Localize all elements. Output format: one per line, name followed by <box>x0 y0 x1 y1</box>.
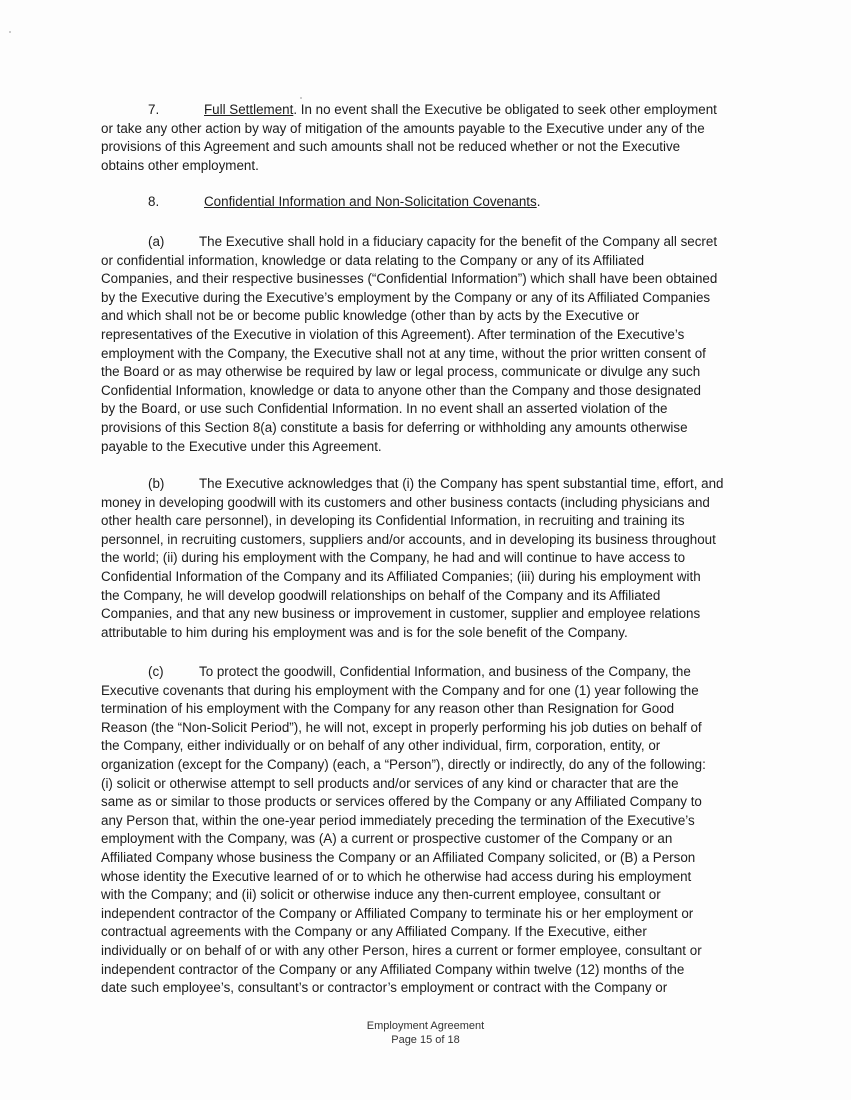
paragraph-text: To protect the goodwill, Confidential Information, and business of the Company, the <box>199 664 691 679</box>
paragraph-first-line <box>101 475 751 494</box>
text-line: Companies, and their respective businesses (“Confidential Information”) which shall have been obtained <box>101 271 718 287</box>
section-number: 8. <box>148 194 160 209</box>
text-line: personnel, in recruiting customers, suppliers and/or accounts, and in developing its business throughout <box>101 531 716 547</box>
section-8 <box>101 193 751 212</box>
text-line: the Company, he will develop goodwill relationships on behalf of the Company and its Affiliated <box>101 587 661 603</box>
text-line: attributable to him during his employment was and is for the sole benefit of the Company. <box>101 624 628 640</box>
paragraph-b <box>101 475 751 642</box>
text-line: Affiliated Company whose business the Company or an Affiliated Company solicited, or (B) a Person <box>101 849 696 865</box>
text-line: the world; (ii) during his employment with the Company, he had and will continue to have access to <box>101 550 686 566</box>
section-heading: Confidential Information and Non-Solicitation Covenants <box>204 194 537 209</box>
text-line: the Board or as may otherwise be required by law or legal process, communicate or divulge any such <box>101 364 701 380</box>
text-line: (i) solicit or otherwise attempt to sell products and/or services of any kind or character that are the <box>101 775 679 791</box>
text-line: provisions of this Section 8(a) constitute a basis for deferring or withholding any amounts otherwise <box>101 419 688 435</box>
text-line: payable to the Executive under this Agreement. <box>101 438 382 454</box>
text-line: independent contractor of the Company or any Affiliated Company within twelve (12) months of the <box>101 961 685 977</box>
paragraph-text: The Executive shall hold in a fiduciary capacity for the benefit of the Company all secret <box>199 234 718 249</box>
text-line: Reason (the “Non-Solicit Period”), he will not, except in properly performing his job duties on behalf of <box>101 719 702 735</box>
text-line: money in developing goodwill with its customers and other business contacts (including physicians and <box>101 494 710 510</box>
section-8-heading-line <box>101 193 751 212</box>
text-line: whose identity the Executive learned of or to which he otherwise had access during his employment <box>101 868 692 884</box>
text-line: Companies, and that any new business or improvement in customer, supplier and employee relations <box>101 606 701 622</box>
section-7 <box>101 101 751 175</box>
section-number: 7. <box>148 102 160 117</box>
page-number: Page 15 of 18 <box>391 1034 460 1046</box>
text-line: by the Board, or use such Confidential Information. In no event shall an asserted violation of the <box>101 401 668 417</box>
text-line: same as or similar to those products or services offered by the Company or any Affiliated Company to <box>101 794 702 810</box>
scan-speck <box>300 97 302 99</box>
paragraph-label: (a) <box>148 234 165 249</box>
text-line: Confidential Information of the Company and its Affiliated Companies; (iii) during his employment with <box>101 568 701 584</box>
page-footer <box>0 1019 851 1047</box>
text-line: with the Company; and (ii) solicit or otherwise induce any then-current employee, consultant or <box>101 887 661 903</box>
section-7-first-line <box>101 101 751 120</box>
paragraph-c <box>101 663 751 998</box>
text-line: individually or on behalf of or with any other Person, hires a current or former employee, consultant or <box>101 942 702 958</box>
scan-speck <box>9 31 11 33</box>
footer-title: Employment Agreement <box>366 1020 485 1032</box>
text-line: Confidential Information, knowledge or data to anyone other than the Company and those designated <box>101 382 702 398</box>
text-line: contractual agreements with the Company or any Affiliated Company. If the Executive, either <box>101 924 647 940</box>
text-line: and which shall not be or become public knowledge (other than by acts by the Executive or <box>101 308 640 324</box>
text-line: employment with the Company, the Executive shall not at any time, without the prior written consent of <box>101 345 706 361</box>
text-line: or confidential information, knowledge or data relating to the Company or any of its Affiliated <box>101 252 645 268</box>
paragraph-first-line <box>101 663 751 682</box>
paragraph-text: The Executive acknowledges that (i) the Company has spent substantial time, effort, and <box>199 476 724 491</box>
section-heading: Full Settlement <box>204 102 294 117</box>
text-line: employment with the Company, was (A) a current or prospective customer of the Company or an <box>101 831 673 847</box>
text-line: organization (except for the Company) (each, a “Person”), directly or indirectly, do any of the following: <box>101 756 706 772</box>
text-line: other health care personnel), in developing its Confidential Information, in recruiting and training its <box>101 513 685 529</box>
text-line: by the Executive during the Executive’s employment by the Company or any of its Affiliated Companies <box>101 289 711 305</box>
paragraph-label: (c) <box>148 664 164 679</box>
text-line: provisions of this Agreement and such amounts shall not be reduced whether or not the Executive <box>101 139 681 155</box>
paragraph-label: (b) <box>148 476 165 491</box>
text-line: or take any other action by way of mitigation of the amounts payable to the Executive under any of the <box>101 120 705 136</box>
text-line: representatives of the Executive in violation of this Agreement). After termination of the Executive’s <box>101 326 685 342</box>
heading-period: . <box>536 194 541 209</box>
text-line: termination of his employment with the Company for any reason other than Resignation for Good <box>101 701 675 717</box>
text-line: Executive covenants that during his employment with the Company and for one (1) year following the <box>101 682 699 698</box>
text-line: date such employee’s, consultant’s or contractor’s employment or contract with the Company or <box>101 980 668 996</box>
paragraph-a <box>101 233 751 456</box>
text-line: the Company, either individually or on behalf of any other individual, firm, corporation, entity, or <box>101 738 661 754</box>
text-line: obtains other employment. <box>101 157 259 173</box>
text-line: any Person that, within the one-year period immediately preceding the termination of the Executive’s <box>101 812 695 828</box>
section-text: . In no event shall the Executive be obligated to seek other employment <box>293 102 717 117</box>
text-line: independent contractor of the Company or Affiliated Company to terminate his or her employment or <box>101 905 694 921</box>
paragraph-first-line <box>101 233 751 252</box>
